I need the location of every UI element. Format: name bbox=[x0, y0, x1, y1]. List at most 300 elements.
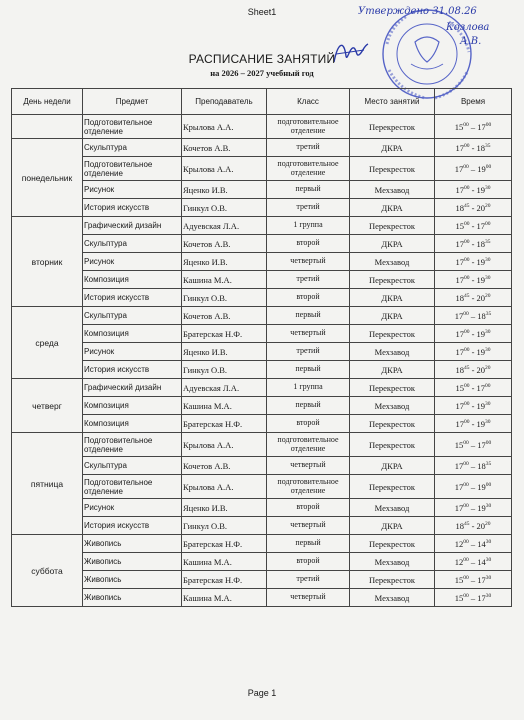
time-start-hour: 17 bbox=[455, 184, 464, 195]
time-start-minutes: 00 bbox=[463, 274, 470, 281]
time-start-hour: 15 bbox=[454, 592, 464, 603]
subject-cell: История искусств bbox=[83, 517, 182, 535]
time-end-hour: 17 bbox=[477, 121, 486, 132]
subject-cell: Подготовительное отделение bbox=[83, 475, 182, 499]
place-cell: Перекресток bbox=[350, 535, 435, 553]
teacher-cell: Кочетов А.В. bbox=[182, 457, 267, 475]
time-end-minutes: 20 bbox=[485, 364, 491, 371]
teacher-cell: Яценко И.В. bbox=[182, 343, 267, 361]
subject-cell: Скульптура bbox=[83, 139, 182, 157]
time-cell bbox=[435, 499, 512, 517]
subject-cell: Живопись bbox=[83, 589, 182, 607]
time-start-minutes: 00 bbox=[463, 220, 470, 227]
time-separator: – bbox=[468, 439, 478, 450]
table-header-row bbox=[12, 89, 512, 115]
place-cell: ДКРА bbox=[350, 139, 435, 157]
time-cell bbox=[435, 307, 512, 325]
header-place: Место занятий bbox=[350, 89, 435, 115]
place-cell: Перекресток bbox=[350, 157, 435, 181]
time-start-hour: 17 bbox=[455, 274, 464, 285]
time-start-minutes: 00 bbox=[463, 574, 469, 581]
header-subject: Предмет bbox=[83, 89, 182, 115]
time-separator: – bbox=[468, 163, 478, 174]
approval-handwriting: Утверждено 31.08.26 bbox=[358, 6, 477, 17]
time-start-minutes: 00 bbox=[463, 346, 470, 353]
time-start-hour: 17 bbox=[454, 310, 464, 321]
subject-cell: Рисунок bbox=[83, 499, 182, 517]
time-end-minutes: 35 bbox=[485, 310, 492, 317]
teacher-cell: Крылова А.А. bbox=[182, 433, 267, 457]
header-teacher: Преподаватель bbox=[182, 89, 267, 115]
teacher-cell: Крылова А.А. bbox=[182, 157, 267, 181]
class-cell: 1 группа bbox=[267, 217, 350, 235]
teacher-cell: Крылова А.А. bbox=[182, 115, 267, 139]
time-cell bbox=[435, 181, 512, 199]
time-end-minutes: 30 bbox=[485, 502, 492, 509]
time-start-hour: 17 bbox=[455, 328, 464, 339]
time-end-hour: 17 bbox=[477, 592, 486, 603]
table-row bbox=[12, 361, 512, 379]
class-cell: четвертый bbox=[267, 589, 350, 607]
time-start-minutes: 00 bbox=[463, 481, 469, 488]
time-end-hour: 18 bbox=[476, 238, 486, 249]
time-end-hour: 19 bbox=[477, 502, 486, 513]
time-start-hour: 18 bbox=[455, 292, 464, 303]
time-end-minutes: 20 bbox=[485, 520, 491, 527]
time-separator: – bbox=[468, 502, 478, 513]
time-end-hour: 19 bbox=[476, 400, 486, 411]
teacher-cell: Братерская Н.Ф. bbox=[182, 571, 267, 589]
time-end-minutes: 20 bbox=[485, 202, 491, 209]
class-cell: третий bbox=[267, 271, 350, 289]
time-start-minutes: 45 bbox=[463, 202, 470, 209]
time-cell bbox=[435, 115, 512, 139]
time-start-minutes: 00 bbox=[463, 400, 470, 407]
teacher-cell: Кочетов А.В. bbox=[182, 235, 267, 253]
time-end-minutes: 30 bbox=[485, 328, 491, 335]
schedule-body bbox=[12, 115, 512, 607]
teacher-cell: Гинкул О.В. bbox=[182, 289, 267, 307]
class-cell: второй bbox=[267, 415, 350, 433]
time-start-hour: 17 bbox=[455, 346, 464, 357]
subject-cell: Рисунок bbox=[83, 253, 182, 271]
time-separator: - bbox=[469, 364, 477, 375]
time-cell bbox=[435, 553, 512, 571]
day-cell bbox=[12, 115, 83, 139]
time-start-minutes: 00 bbox=[463, 163, 469, 170]
time-start-minutes: 00 bbox=[463, 538, 469, 545]
table-row bbox=[12, 217, 512, 235]
place-cell: Перекресток bbox=[350, 475, 435, 499]
time-start-minutes: 45 bbox=[463, 364, 470, 371]
time-separator: – bbox=[468, 538, 478, 549]
place-cell: ДКРА bbox=[350, 289, 435, 307]
table-row bbox=[12, 157, 512, 181]
table-row bbox=[12, 433, 512, 457]
class-cell: второй bbox=[267, 235, 350, 253]
class-cell: второй bbox=[267, 553, 350, 571]
table-row bbox=[12, 139, 512, 157]
time-start-hour: 17 bbox=[454, 163, 464, 174]
subject-cell: История искусств bbox=[83, 361, 182, 379]
approval-handwriting-initials: А.В. bbox=[460, 36, 482, 47]
teacher-cell: Гинкул О.В. bbox=[182, 361, 267, 379]
time-cell bbox=[435, 589, 512, 607]
subject-cell: Композиция bbox=[83, 325, 182, 343]
place-cell: ДКРА bbox=[350, 199, 435, 217]
time-start-hour: 15 bbox=[454, 574, 464, 585]
time-cell bbox=[435, 397, 512, 415]
place-cell: ДКРА bbox=[350, 361, 435, 379]
table-row bbox=[12, 379, 512, 397]
time-start-hour: 17 bbox=[455, 142, 464, 153]
time-cell bbox=[435, 199, 512, 217]
table-row bbox=[12, 457, 512, 475]
time-separator: - bbox=[469, 382, 477, 393]
time-start-hour: 17 bbox=[455, 256, 464, 267]
place-cell: Перекресток bbox=[350, 379, 435, 397]
time-cell bbox=[435, 343, 512, 361]
subject-cell: Рисунок bbox=[83, 343, 182, 361]
table-row bbox=[12, 517, 512, 535]
header-day: День недели bbox=[12, 89, 83, 115]
place-cell: Мехзавод bbox=[350, 553, 435, 571]
time-cell bbox=[435, 217, 512, 235]
time-end-hour: 17 bbox=[476, 220, 486, 231]
class-cell: первый bbox=[267, 535, 350, 553]
time-separator: - bbox=[469, 220, 477, 231]
teacher-cell: Кочетов А.В. bbox=[182, 139, 267, 157]
time-start-hour: 12 bbox=[454, 556, 464, 567]
place-cell: Перекресток bbox=[350, 271, 435, 289]
time-end-hour: 18 bbox=[477, 310, 486, 321]
time-cell bbox=[435, 271, 512, 289]
teacher-cell: Кашина М.А. bbox=[182, 271, 267, 289]
time-start-minutes: 00 bbox=[463, 460, 469, 467]
time-start-hour: 17 bbox=[454, 460, 464, 471]
place-cell: ДКРА bbox=[350, 307, 435, 325]
table-row bbox=[12, 397, 512, 415]
teacher-cell: Яценко И.В. bbox=[182, 253, 267, 271]
sheet-name: Sheet1 bbox=[247, 7, 277, 17]
time-separator: - bbox=[469, 418, 477, 429]
table-row bbox=[12, 415, 512, 433]
time-cell bbox=[435, 415, 512, 433]
time-separator: – bbox=[468, 121, 478, 132]
time-start-hour: 18 bbox=[455, 364, 464, 375]
time-start-minutes: 00 bbox=[463, 418, 470, 425]
time-start-hour: 15 bbox=[455, 382, 464, 393]
teacher-cell: Яценко И.В. bbox=[182, 181, 267, 199]
time-end-minutes: 20 bbox=[485, 292, 491, 299]
time-start-hour: 17 bbox=[454, 481, 464, 492]
table-row bbox=[12, 271, 512, 289]
time-cell bbox=[435, 235, 512, 253]
time-end-hour: 20 bbox=[476, 292, 486, 303]
time-start-hour: 18 bbox=[455, 202, 464, 213]
subject-cell: История искусств bbox=[83, 199, 182, 217]
class-cell: первый bbox=[267, 307, 350, 325]
class-cell: четвертый bbox=[267, 517, 350, 535]
time-end-minutes: 00 bbox=[485, 121, 492, 128]
table-row bbox=[12, 499, 512, 517]
place-cell: ДКРА bbox=[350, 457, 435, 475]
teacher-cell: Кочетов А.В. bbox=[182, 307, 267, 325]
teacher-cell: Кашина М.А. bbox=[182, 553, 267, 571]
teacher-cell: Адуевская Л.А. bbox=[182, 217, 267, 235]
time-cell bbox=[435, 517, 512, 535]
time-end-minutes: 30 bbox=[485, 556, 492, 563]
time-start-minutes: 45 bbox=[463, 520, 470, 527]
time-end-minutes: 00 bbox=[485, 220, 491, 227]
time-start-minutes: 00 bbox=[463, 310, 469, 317]
time-end-hour: 19 bbox=[476, 328, 486, 339]
time-end-hour: 18 bbox=[476, 142, 486, 153]
time-separator: - bbox=[469, 142, 477, 153]
time-end-hour: 14 bbox=[477, 556, 486, 567]
teacher-cell: Братерская Н.Ф. bbox=[182, 415, 267, 433]
subject-cell: Композиция bbox=[83, 397, 182, 415]
time-start-minutes: 00 bbox=[463, 439, 469, 446]
time-end-minutes: 30 bbox=[485, 418, 491, 425]
time-separator: - bbox=[469, 256, 477, 267]
class-cell: 1 группа bbox=[267, 379, 350, 397]
table-row bbox=[12, 589, 512, 607]
time-separator: - bbox=[469, 202, 477, 213]
table-row bbox=[12, 253, 512, 271]
place-cell: Перекресток bbox=[350, 217, 435, 235]
class-cell: первый bbox=[267, 361, 350, 379]
time-separator: - bbox=[469, 274, 477, 285]
place-cell: Перекресток bbox=[350, 115, 435, 139]
time-end-minutes: 30 bbox=[485, 574, 492, 581]
subject-cell: Графический дизайн bbox=[83, 217, 182, 235]
class-cell: второй bbox=[267, 499, 350, 517]
subject-cell: Композиция bbox=[83, 271, 182, 289]
time-end-minutes: 00 bbox=[485, 163, 492, 170]
class-cell: третий bbox=[267, 343, 350, 361]
table-row bbox=[12, 535, 512, 553]
time-end-minutes: 30 bbox=[485, 184, 491, 191]
time-cell bbox=[435, 253, 512, 271]
teacher-cell: Кашина М.А. bbox=[182, 397, 267, 415]
time-cell bbox=[435, 379, 512, 397]
time-end-minutes: 30 bbox=[485, 400, 491, 407]
class-cell: подготовительное отделение bbox=[267, 115, 350, 139]
table-row bbox=[12, 475, 512, 499]
subject-cell: Подготовительное отделение bbox=[83, 157, 182, 181]
place-cell: Мехзавод bbox=[350, 253, 435, 271]
time-separator: - bbox=[469, 328, 477, 339]
time-end-hour: 17 bbox=[476, 382, 486, 393]
class-cell: второй bbox=[267, 289, 350, 307]
time-cell bbox=[435, 433, 512, 457]
class-cell: третий bbox=[267, 571, 350, 589]
time-separator: – bbox=[468, 574, 478, 585]
time-start-minutes: 00 bbox=[463, 256, 470, 263]
time-start-hour: 15 bbox=[454, 121, 464, 132]
time-separator: - bbox=[469, 520, 477, 531]
class-cell: четвертый bbox=[267, 457, 350, 475]
time-end-minutes: 00 bbox=[485, 481, 492, 488]
subject-cell: История искусств bbox=[83, 289, 182, 307]
class-cell: первый bbox=[267, 397, 350, 415]
approval-handwriting-name: Козлова bbox=[446, 22, 490, 33]
time-start-hour: 18 bbox=[455, 520, 464, 531]
time-end-hour: 19 bbox=[477, 163, 486, 174]
day-cell: среда bbox=[12, 307, 83, 379]
table-row bbox=[12, 181, 512, 199]
teacher-cell: Яценко И.В. bbox=[182, 499, 267, 517]
time-start-minutes: 00 bbox=[463, 121, 469, 128]
time-start-minutes: 00 bbox=[463, 502, 469, 509]
table-row bbox=[12, 115, 512, 139]
class-cell: четвертый bbox=[267, 253, 350, 271]
time-cell bbox=[435, 361, 512, 379]
time-separator: – bbox=[468, 556, 478, 567]
time-start-minutes: 00 bbox=[463, 592, 469, 599]
day-cell: вторник bbox=[12, 217, 83, 307]
place-cell: ДКРА bbox=[350, 235, 435, 253]
time-separator: – bbox=[468, 592, 478, 603]
time-end-minutes: 30 bbox=[485, 256, 491, 263]
time-start-hour: 17 bbox=[455, 418, 464, 429]
time-separator: – bbox=[468, 460, 478, 471]
time-end-hour: 19 bbox=[476, 256, 486, 267]
time-end-hour: 20 bbox=[476, 202, 486, 213]
class-cell: третий bbox=[267, 199, 350, 217]
page-subtitle: на 2026 – 2027 учебный год bbox=[210, 68, 314, 78]
table-row bbox=[12, 307, 512, 325]
time-end-hour: 19 bbox=[476, 346, 486, 357]
time-end-hour: 19 bbox=[477, 481, 486, 492]
table-row bbox=[12, 553, 512, 571]
day-cell: суббота bbox=[12, 535, 83, 607]
time-start-minutes: 00 bbox=[463, 556, 469, 563]
subject-cell: Живопись bbox=[83, 553, 182, 571]
day-cell: четверг bbox=[12, 379, 83, 433]
time-separator: - bbox=[469, 184, 477, 195]
schedule-table bbox=[11, 88, 512, 607]
time-start-minutes: 45 bbox=[463, 292, 470, 299]
header-class: Класс bbox=[267, 89, 350, 115]
time-cell bbox=[435, 535, 512, 553]
time-start-hour: 15 bbox=[455, 220, 464, 231]
place-cell: Мехзавод bbox=[350, 181, 435, 199]
time-end-hour: 17 bbox=[477, 574, 486, 585]
table-row bbox=[12, 343, 512, 361]
place-cell: Мехзавод bbox=[350, 343, 435, 361]
time-end-hour: 19 bbox=[476, 184, 486, 195]
subject-cell: Скульптура bbox=[83, 235, 182, 253]
time-separator: - bbox=[469, 238, 477, 249]
time-separator: - bbox=[469, 292, 477, 303]
table-row bbox=[12, 325, 512, 343]
teacher-cell: Кашина М.А. bbox=[182, 589, 267, 607]
time-separator: – bbox=[468, 310, 478, 321]
time-end-minutes: 35 bbox=[485, 460, 492, 467]
time-start-minutes: 00 bbox=[463, 184, 470, 191]
class-cell: третий bbox=[267, 139, 350, 157]
place-cell: Мехзавод bbox=[350, 397, 435, 415]
time-start-minutes: 00 bbox=[463, 328, 470, 335]
time-end-hour: 20 bbox=[476, 520, 486, 531]
time-end-minutes: 30 bbox=[485, 346, 491, 353]
time-separator: - bbox=[469, 346, 477, 357]
time-start-hour: 12 bbox=[454, 538, 464, 549]
time-cell bbox=[435, 139, 512, 157]
day-cell: понедельник bbox=[12, 139, 83, 217]
time-end-minutes: 30 bbox=[485, 274, 491, 281]
time-start-minutes: 00 bbox=[463, 382, 470, 389]
place-cell: Мехзавод bbox=[350, 589, 435, 607]
time-end-minutes: 00 bbox=[485, 439, 492, 446]
time-cell bbox=[435, 157, 512, 181]
time-end-hour: 14 bbox=[477, 538, 486, 549]
teacher-cell: Братерская Н.Ф. bbox=[182, 325, 267, 343]
time-start-minutes: 00 bbox=[463, 142, 470, 149]
table-row bbox=[12, 235, 512, 253]
page-number: Page 1 bbox=[247, 688, 277, 698]
subject-cell: Скульптура bbox=[83, 307, 182, 325]
table-row bbox=[12, 199, 512, 217]
subject-cell: Живопись bbox=[83, 535, 182, 553]
day-cell: пятница bbox=[12, 433, 83, 535]
subject-cell: Рисунок bbox=[83, 181, 182, 199]
class-cell: подготовительное отделение bbox=[267, 433, 350, 457]
time-end-hour: 18 bbox=[477, 460, 486, 471]
place-cell: Перекресток bbox=[350, 415, 435, 433]
time-start-minutes: 00 bbox=[463, 238, 470, 245]
place-cell: Перекресток bbox=[350, 571, 435, 589]
time-end-hour: 17 bbox=[477, 439, 486, 450]
time-end-minutes: 30 bbox=[485, 592, 492, 599]
subject-cell: Композиция bbox=[83, 415, 182, 433]
table-row bbox=[12, 289, 512, 307]
teacher-cell: Крылова А.А. bbox=[182, 475, 267, 499]
time-end-hour: 20 bbox=[476, 364, 486, 375]
time-start-hour: 17 bbox=[454, 502, 464, 513]
teacher-cell: Адуевская Л.А. bbox=[182, 379, 267, 397]
teacher-cell: Братерская Н.Ф. bbox=[182, 535, 267, 553]
time-start-hour: 17 bbox=[455, 238, 464, 249]
page-title: РАСПИСАНИЕ ЗАНЯТИЙ bbox=[188, 52, 336, 66]
place-cell: ДКРА bbox=[350, 517, 435, 535]
header-time: Время bbox=[435, 89, 512, 115]
class-cell: четвертый bbox=[267, 325, 350, 343]
subject-cell: Скульптура bbox=[83, 457, 182, 475]
time-cell bbox=[435, 289, 512, 307]
time-start-hour: 17 bbox=[455, 400, 464, 411]
class-cell: первый bbox=[267, 181, 350, 199]
time-end-minutes: 35 bbox=[485, 238, 491, 245]
time-end-minutes: 30 bbox=[485, 538, 492, 545]
time-start-hour: 15 bbox=[454, 439, 464, 450]
subject-cell: Графический дизайн bbox=[83, 379, 182, 397]
teacher-cell: Гинкул О.В. bbox=[182, 199, 267, 217]
place-cell: Перекресток bbox=[350, 433, 435, 457]
time-separator: - bbox=[469, 400, 477, 411]
time-cell bbox=[435, 571, 512, 589]
class-cell: подготовительное отделение bbox=[267, 475, 350, 499]
subject-cell: Живопись bbox=[83, 571, 182, 589]
time-end-minutes: 00 bbox=[485, 382, 491, 389]
place-cell: Мехзавод bbox=[350, 499, 435, 517]
time-end-minutes: 35 bbox=[485, 142, 491, 149]
subject-cell: Подготовительное отделение bbox=[83, 433, 182, 457]
subject-cell: Подготовительное отделение bbox=[83, 115, 182, 139]
time-cell bbox=[435, 325, 512, 343]
